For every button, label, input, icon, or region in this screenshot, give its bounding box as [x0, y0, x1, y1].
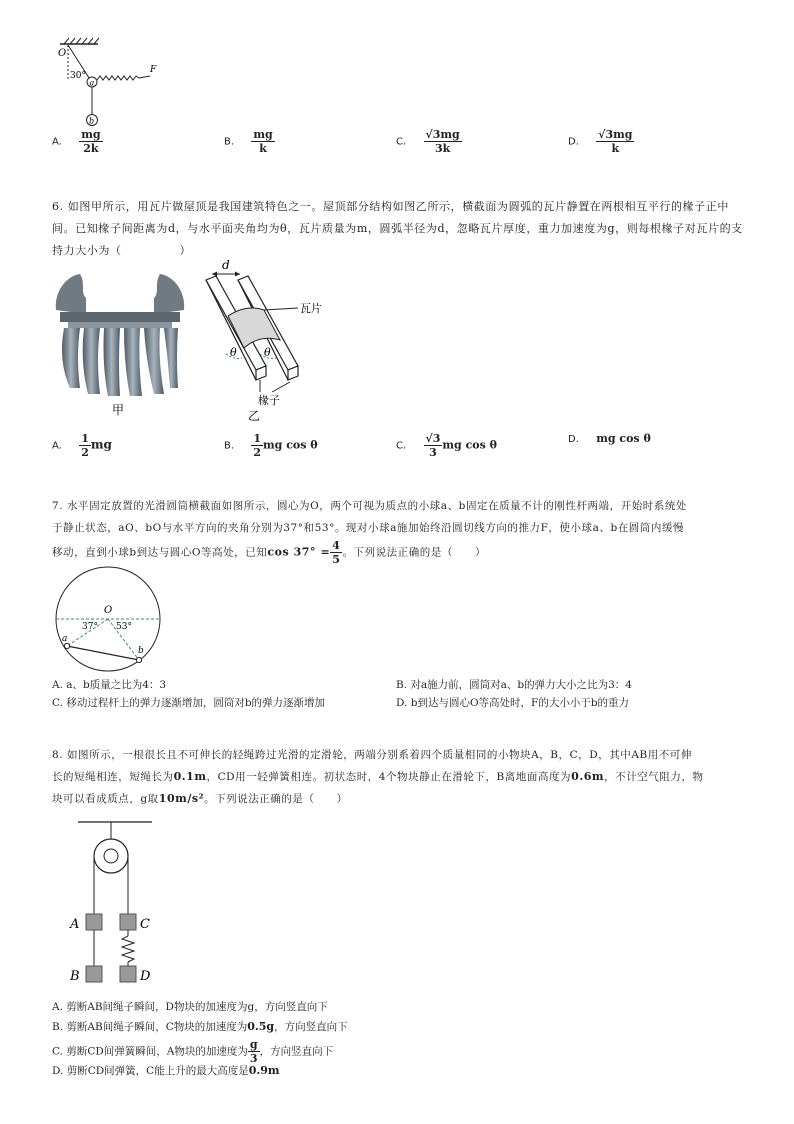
q6-option-d: D. mg cos θ: [568, 432, 651, 445]
q8-line-2: 长的短绳相连，短绳长为0.1m，CD用一轻弹簧相连。初状态时，4个物块静止在滑轮下，B离地面高度为0.6m，不计空气阻力，物: [52, 770, 704, 783]
q7-line-2: 于静止状态，aO、bO与水平方向的夹角分别为37°和53°。现对小球a施加始终沿圆切线方向的推力F，使小球a、b在圆筒内缓慢: [52, 522, 685, 534]
q5-label-a: a: [89, 78, 95, 88]
q8-option-c: C. 剪断CD间弹簧瞬间，A物块的加速度为 $\frac{g}{3}$ ，方向竖直向下: [52, 1038, 334, 1065]
q6-option-a: A. $\frac{1}{2}$ mg: [52, 432, 112, 459]
q6-text: 6. 如图甲所示，用瓦片做屋顶是我国建筑特色之一。屋顶部分结构如图乙所示，横截面为圆弧的瓦片静置在两根相互平行的椽子正中间。已知椽子间距离为d，与水平面夹角均为θ，瓦片质量为m，圆弧半径为d，忽略瓦片厚度，重力加速度为g，则每根椽子对瓦片的支持力大小为（ ）: [52, 200, 743, 257]
q8-label-c: C: [140, 917, 150, 932]
q8-option-a: A. 剪断AB间绳子瞬间，D物块的加速度为g，方向竖直向下: [52, 1001, 328, 1013]
q7-line-3: 移动，直到小球b到达与圆心O等高处，已知cos 37° = $\frac{4}{5}$ 。下列说法正确的是（ ）: [52, 539, 487, 566]
q8-label-a: A: [70, 917, 80, 932]
q5-option-a: A. $\frac{mg}{2k}$: [52, 128, 101, 155]
q5-label-angle: 30°: [70, 71, 86, 81]
q8-label-b: B: [70, 969, 80, 984]
q6-label-theta-2: θ: [264, 346, 271, 359]
q6-label-rafter: 椽子: [258, 394, 280, 407]
q7-option-b: B. 对a施力前，圆筒对a、b的弹力大小之比为3：4: [396, 679, 632, 691]
q6-option-b: B. $\frac{1}{2}$ mg cos θ: [224, 432, 318, 459]
q7-label-a: a: [62, 634, 68, 644]
q5-label-o: O: [58, 48, 67, 59]
q7-line-1: 7. 水平固定放置的光滑圆筒横截面如图所示，圆心为O，两个可视为质点的小球a、b固定在质量不计的刚性杆两端，开始时系统处: [52, 500, 687, 512]
q5-option-c: C. $\frac{√3mg}{3k}$: [396, 128, 460, 155]
q7-option-c: C. 移动过程杆上的弹力逐渐增加，圆筒对b的弹力逐渐增加: [52, 697, 326, 709]
q6-caption-jia: 甲: [112, 403, 125, 417]
q6-caption-yi: 乙: [248, 409, 261, 423]
q7-label-37: 37°: [82, 622, 98, 632]
q6-figure-yi: [198, 256, 368, 426]
q6-figure-jia: [50, 262, 190, 422]
q8-option-b: B. 剪断AB间绳子瞬间，C物块的加速度为0.5g，方向竖直向下: [52, 1020, 348, 1033]
q5-label-b: b: [89, 116, 95, 126]
q5-option-b: B. $\frac{mg}{k}$: [224, 128, 273, 155]
q6-label-theta-1: θ: [230, 346, 237, 359]
q5-label-f: F: [150, 65, 157, 75]
q7-figure: [52, 565, 164, 673]
q8-figure: [60, 816, 170, 988]
q6-label-d: d: [222, 258, 230, 272]
q8-label-d: D: [140, 969, 151, 984]
q5-option-d: D. $\frac{√3mg}{k}$: [568, 128, 633, 155]
q8-option-d: D. 剪断CD间弹簧，C能上升的最大高度是0.9m: [52, 1064, 280, 1077]
q7-label-o: O: [104, 605, 113, 616]
q7-label-b: b: [138, 646, 144, 656]
q7-option-d: D. b到达与圆心O等高处时，F的大小小于b的重力: [396, 697, 630, 709]
q5-figure: [50, 36, 170, 132]
q6-option-c: C. $\frac{√3}{3}$ mg cos θ: [396, 432, 497, 459]
q8-line-3: 块可以看成质点，g取10m/s²。下列说法正确的是（ ）: [52, 792, 348, 805]
q7-label-53: 53°: [116, 622, 132, 632]
q6-label-tile: 瓦片: [300, 302, 322, 315]
q8-line-1: 8. 如图所示，一根很长且不可伸长的轻绳跨过光滑的定滑轮，两端分别系着四个质量相同的小物块A，B，C，D，其中AB用不可伸: [52, 749, 692, 761]
q7-option-a: A. a、b质量之比为4：3: [52, 679, 167, 691]
